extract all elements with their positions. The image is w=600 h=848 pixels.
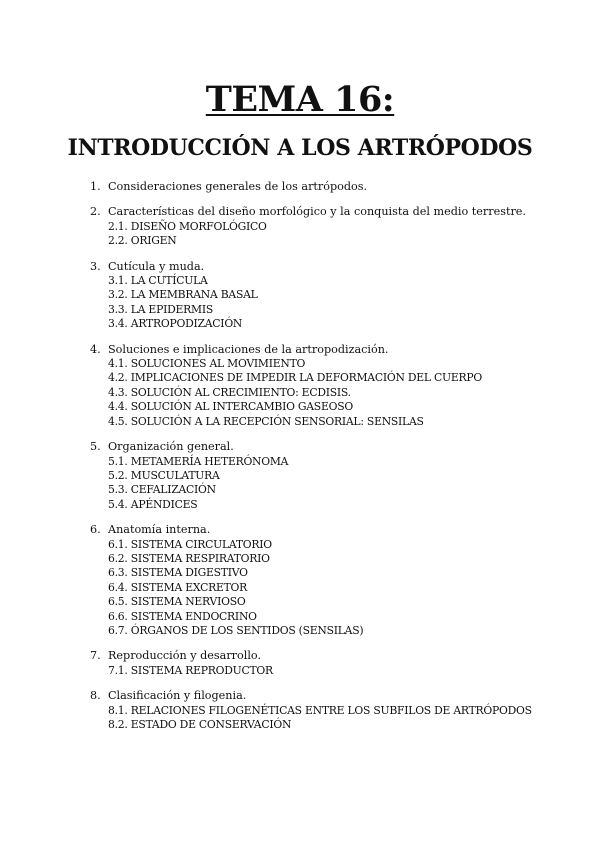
toc-section-title: Cutícula y muda. bbox=[108, 259, 205, 273]
toc-section-title: Clasificación y filogenia. bbox=[108, 689, 247, 703]
toc-section bbox=[90, 440, 590, 512]
toc-subsection: 8.2. ESTADO DE CONSERVACIÓN bbox=[108, 718, 292, 731]
toc-section-heading bbox=[90, 260, 590, 274]
toc-subsection: 4.1. SOLUCIONES AL MOVIMIENTO bbox=[108, 357, 306, 371]
toc-section-title: Consideraciones generales de los artrópodos. bbox=[108, 180, 368, 193]
toc-section-heading bbox=[90, 440, 590, 454]
toc-subsection: 4.3. SOLUCIÓN AL CRECIMIENTO: ECDISIS. bbox=[108, 385, 351, 399]
page-title-text: TEMA 16: bbox=[205, 79, 395, 120]
toc-section bbox=[90, 689, 590, 732]
toc-section bbox=[90, 260, 590, 332]
toc-subsection: 6.2. SISTEMA RESPIRATORIO bbox=[108, 551, 270, 565]
toc-section-number: 3. bbox=[90, 259, 101, 273]
toc-section-title: Anatomía interna. bbox=[108, 523, 211, 537]
toc-subsection: 5.4. APÉNDICES bbox=[108, 497, 198, 511]
toc-section-title: Características del diseño morfológico y la conquista del medio terrestre. bbox=[108, 205, 526, 219]
toc-subsection: 6.6. SISTEMA ENDOCRINO bbox=[108, 609, 257, 623]
toc-section-number: 1. bbox=[90, 180, 101, 193]
toc-section-heading bbox=[90, 649, 590, 663]
page-title bbox=[0, 80, 600, 120]
toc-subsection: 6.4. SISTEMA EXCRETOR bbox=[108, 580, 248, 594]
toc-section-title: Soluciones e implicaciones de la artropodización. bbox=[108, 342, 389, 356]
toc-section-title: Organización general. bbox=[108, 440, 234, 454]
toc-section-number: 5. bbox=[90, 440, 101, 454]
toc-subsection: 5.2. MUSCULATURA bbox=[108, 468, 220, 482]
toc-section bbox=[90, 205, 590, 248]
page-subtitle: INTRODUCCIÓN A LOS ARTRÓPODOS bbox=[67, 135, 533, 161]
toc-section-heading bbox=[90, 180, 590, 194]
toc-section-heading bbox=[90, 205, 590, 219]
toc-section-number: 4. bbox=[90, 342, 101, 356]
toc-subsection: 4.2. IMPLICACIONES DE IMPEDIR LA DEFORMACIÓN DEL CUERPO bbox=[108, 371, 482, 385]
toc-subsection: 4.5. SOLUCIÓN A LA RECEPCIÓN SENSORIAL: SENSILAS bbox=[108, 414, 424, 428]
table-of-contents bbox=[90, 180, 590, 743]
toc-subsection: 8.1. RELACIONES FILOGENÉTICAS ENTRE LOS SUBFILOS DE ARTRÓPODOS bbox=[108, 703, 532, 717]
toc-subsection: 3.2. LA MEMBRANA BASAL bbox=[108, 288, 258, 302]
toc-subsection: 2.2. ORIGEN bbox=[108, 234, 177, 248]
toc-section-heading bbox=[90, 523, 590, 537]
toc-subsection: 6.3. SISTEMA DIGESTIVO bbox=[108, 566, 248, 580]
toc-subsection: 3.3. LA EPIDERMIS bbox=[108, 302, 213, 316]
toc-section bbox=[90, 523, 590, 638]
toc-section-number: 6. bbox=[90, 523, 101, 537]
toc-subsection: 3.1. LA CUTÍCULA bbox=[108, 274, 208, 288]
toc-subsection: 4.4. SOLUCIÓN AL INTERCAMBIO GASEOSO bbox=[108, 400, 353, 414]
toc-section bbox=[90, 343, 590, 429]
toc-section-number: 2. bbox=[90, 205, 101, 219]
toc-subsection: 6.5. SISTEMA NERVIOSO bbox=[108, 595, 246, 609]
toc-section-heading bbox=[90, 343, 590, 357]
toc-section bbox=[90, 649, 590, 678]
toc-subsection: 5.3. CEFALIZACIÓN bbox=[108, 483, 216, 497]
toc-subsection: 6.7. ÓRGANOS DE LOS SENTIDOS (SENSILAS) bbox=[108, 623, 364, 637]
toc-subsection: 2.1. DISEÑO MORFOLÓGICO bbox=[108, 219, 267, 233]
toc-subsection: 3.4. ARTROPODIZACIÓN bbox=[108, 317, 243, 331]
toc-section-heading bbox=[90, 689, 590, 703]
toc-subsection: 6.1. SISTEMA CIRCULATORIO bbox=[108, 537, 272, 551]
toc-subsection: 7.1. SISTEMA REPRODUCTOR bbox=[108, 663, 273, 677]
toc-section-number: 7. bbox=[90, 649, 101, 663]
toc-section-title: Reproducción y desarrollo. bbox=[108, 649, 262, 663]
toc-section bbox=[90, 180, 590, 194]
toc-section-number: 8. bbox=[90, 689, 101, 703]
toc-subsection: 5.1. METAMERÍA HETERÓNOMA bbox=[108, 454, 289, 468]
